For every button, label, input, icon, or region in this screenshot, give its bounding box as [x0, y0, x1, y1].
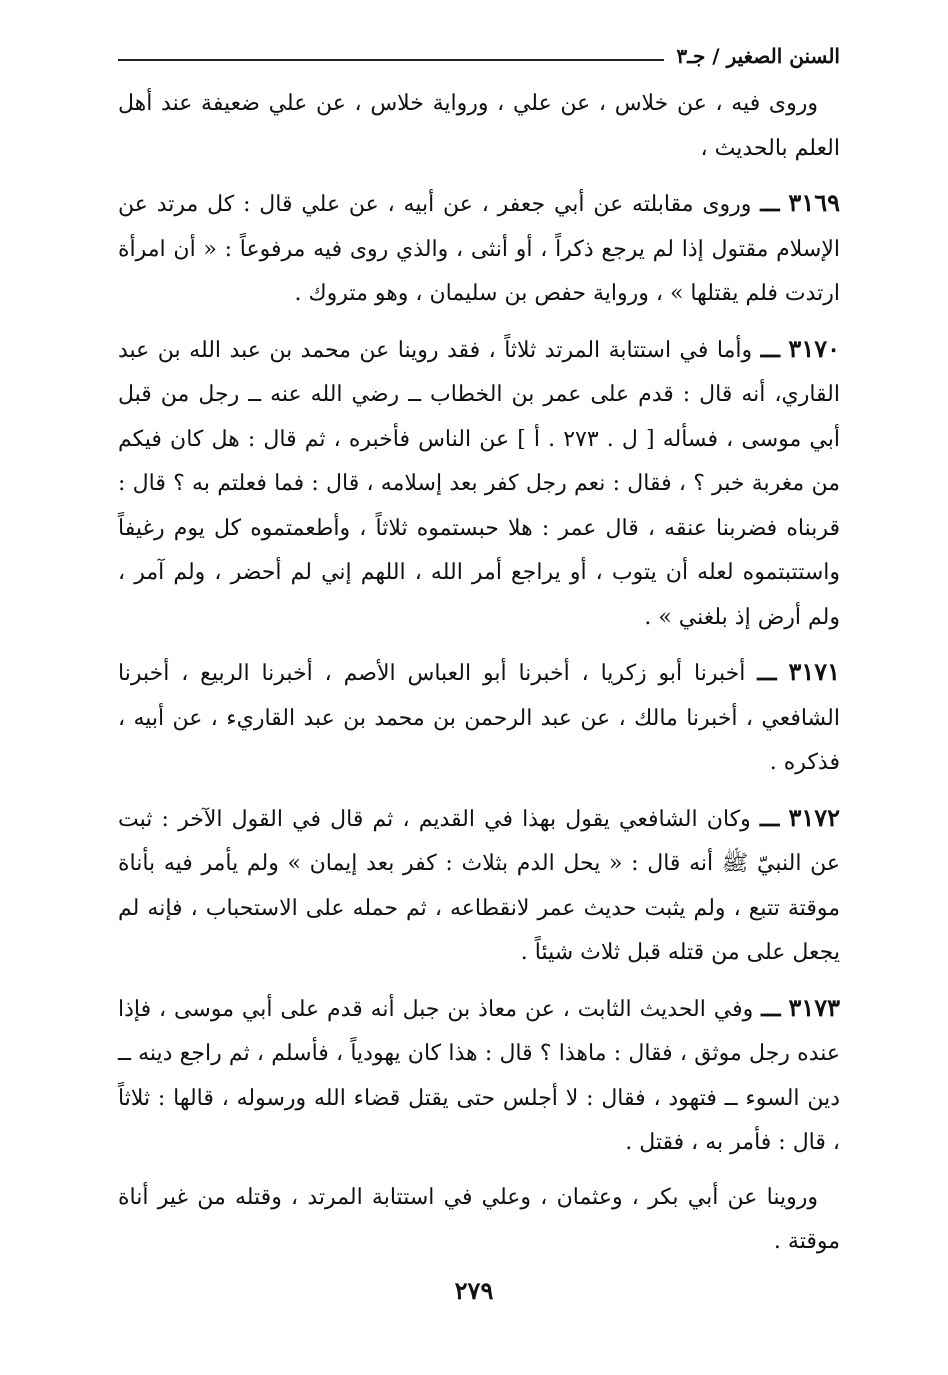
hadith-3170 [118, 327, 840, 641]
paragraph-closing [118, 1176, 840, 1265]
dash-separator: ـــ [757, 660, 777, 686]
hadith-3172 [118, 796, 840, 976]
running-header [118, 38, 840, 74]
paragraph-text: وروى مقابلته عن أبي جعفر ، عن أبيه ، عن علي قال : كل مرتد عن الإسلام مقتول إذا لم يرجع ذكراً ، أو أنثى ، والذي روى فيه مرفوعاً : « أن امرأة ارتدت فلم يقتلها » ، ورواية حفص بن سليمان ، وهو متروك . [118, 192, 840, 306]
dash-separator: ـــ [760, 336, 780, 363]
paragraph-text: وفي الحديث الثابت ، عن معاذ بن جبل أنه قدم على أبي موسى ، فإذا عنده رجل موثق ، فقال : ماهذا ؟ قال : هذا كان يهودياً ، فأسلم ، ثم راجع دينه ــ دين السوء ــ فتهود ، فقال : لا أجلس حتى يقتل قضاء الله ورسوله ، قالها : ثلاثاً ، قال : فأمر به ، فقتل . [118, 996, 840, 1155]
hadith-number: ٣١٦٩ [788, 188, 840, 217]
dash-separator: ـــ [759, 805, 780, 832]
paragraph-text: وروى فيه ، عن خلاس ، عن علي ، ورواية خلاس ، عن علي ضعيفة عند أهل العلم بالحديث ، [118, 91, 840, 161]
paragraph-continuation [118, 82, 840, 171]
header-rule [118, 59, 664, 61]
hadith-number: ٣١٧٢ [788, 802, 840, 832]
hadith-3171 [118, 650, 840, 786]
hadith-3173 [118, 986, 840, 1166]
hadith-3169 [118, 181, 840, 317]
paragraph-text: وأما في استتابة المرتد ثلاثاً ، فقد روينا عن محمد بن عبد الله بن عبد القاري، أنه قال : قدم على عمر بن الخطاب ــ رضي الله عنه ــ رجل من قبل أبي موسى ، فسأله [ ل . ٢٧٣ . أ ] عن الناس فأخبره ، ثم قال : هل كان فيكم من مغربة خبر ؟ ، فقال : نعم رجل كفر بعد إسلامه ، قال : فما فعلتم به ؟ قال : قربناه فضربنا عنقه ، قال عمر : هلا حبستموه ثلاثاً ، وأطعمتموه كل يوم رغيفاً واستتبتموه لعله أن يتوب ، أو يراجع أمر الله ، اللهم إني لم أحضر ، ولم آمر ، ولم أرض إذ بلغني » . [118, 337, 840, 630]
paragraph-text: وكان الشافعي يقول بهذا في القديم ، ثم قال في القول الآخر : ثبت عن النبيّ ﷺ أنه قال : « يحل الدم بثلاث : كفر بعد إيمان » ولم يأمر فيه بأناة موقتة تتبع ، ولم يثبت حديث عمر لانقطاعه ، ثم حمله على الاستحباب ، فإنه لم يجعل على من قتله قبل ثلاث شيئاً . [118, 806, 840, 965]
running-title: السنن الصغير / جـ٣ [676, 44, 840, 68]
paragraph-text: وروينا عن أبي بكر ، وعثمان ، وعلي في استتابة المرتد ، وقتله من غير أناة موقتة . [118, 1184, 840, 1254]
hadith-number: ٣١٧٠ [788, 333, 840, 363]
dash-separator: ـــ [760, 191, 780, 217]
body-text [118, 82, 840, 1275]
page-number: ٢٧٩ [454, 1276, 494, 1305]
dash-separator: ـــ [761, 995, 781, 1022]
hadith-number: ٣١٧٣ [788, 992, 840, 1022]
paragraph-text: أخبرنا أبو زكريا ، أخبرنا أبو العباس الأصم ، أخبرنا الربيع ، أخبرنا الشافعي ، أخبرنا مالك ، عن عبد الرحمن بن محمد بن عبد القاريء ، عن أبيه ، فذكره . [118, 661, 840, 775]
hadith-number: ٣١٧١ [788, 657, 840, 686]
